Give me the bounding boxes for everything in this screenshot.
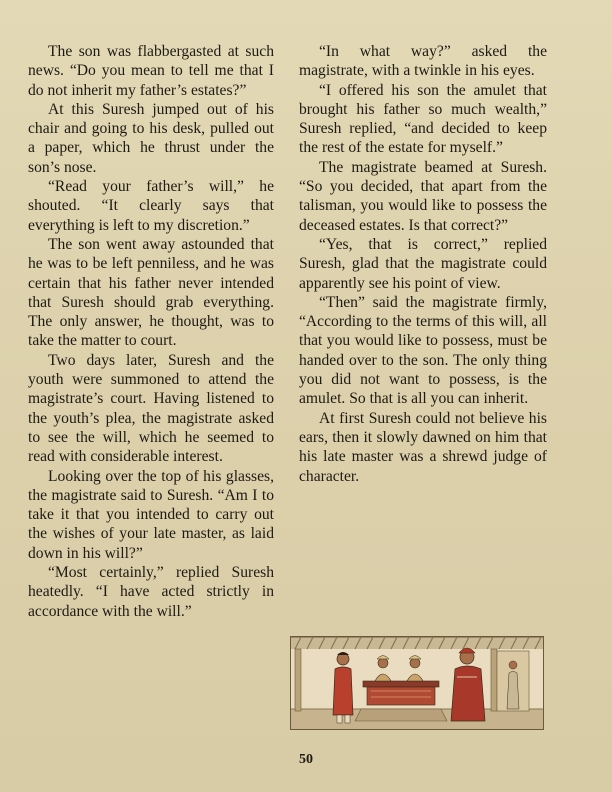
paragraph: Two days later, Suresh and the youth were summoned to attend the magistrate’s court. Having listened to the youth’s plea, the magistrate asked to see the will, which he seemed to read with considerable interest.: [28, 351, 274, 466]
courtroom-illustration: [290, 636, 544, 730]
paragraph: Looking over the top of his glasses, the magistrate said to Suresh. “Am I to take it that you intended to carry out the wishes of your late master, as laid down in his will?”: [28, 467, 274, 562]
paragraph: The son went away astounded that he was to be left penniless, and he was certain that his father never intended that Suresh should grab everything. The only answer, he thought, was to take the matter to court.: [28, 235, 274, 350]
pillar: [491, 649, 497, 711]
paragraph: “In what way?” asked the magistrate, with a twinkle in his eyes.: [299, 43, 547, 80]
paragraph: “Then” said the magistrate firmly, “According to the terms of this will, all that you would like to possess, must be handed over to the son. The only thing you did not want to possess, is the amulet. So that is all you can inherit.: [299, 293, 547, 408]
magistrate-table: [363, 681, 439, 705]
paragraph: At this Suresh jumped out of his chair and going to his desk, pulled out a paper, which he thrust under the son’s nose.: [28, 100, 274, 176]
paragraph: “I offered his son the amulet that brought his father so much wealth,” Suresh replied, “and decided to keep the rest of the estate for myself.”: [299, 81, 547, 157]
awning: [291, 637, 543, 649]
rug: [355, 709, 447, 721]
paragraph: “Yes, that is correct,” replied Suresh, glad that the magistrate could apparently see his point of view.: [299, 235, 547, 292]
paragraph: The magistrate beamed at Suresh. “So you decided, that apart from the talisman, you would like to possess the deceased estates. Is that correct?”: [299, 158, 547, 234]
paragraph: “Most certainly,” replied Suresh heatedly. “I have acted strictly in accordance with the will.”: [28, 564, 274, 620]
paragraph: “Read your father’s will,” he shouted. “It clearly says that everything is left to my discretion.”: [28, 178, 274, 234]
left-column: [28, 42, 274, 621]
courtroom-scene: [291, 637, 543, 729]
paragraph: The son was flabbergasted at such news. “Do you mean to tell me that I do not inherit my father’s estates?”: [28, 43, 274, 99]
paragraph: At first Suresh could not believe his ears, then it slowly dawned on him that his late master was a shrewd judge of character.: [299, 409, 547, 485]
page-number: 50: [299, 752, 313, 767]
right-column: [299, 42, 547, 486]
pillar: [295, 649, 301, 711]
